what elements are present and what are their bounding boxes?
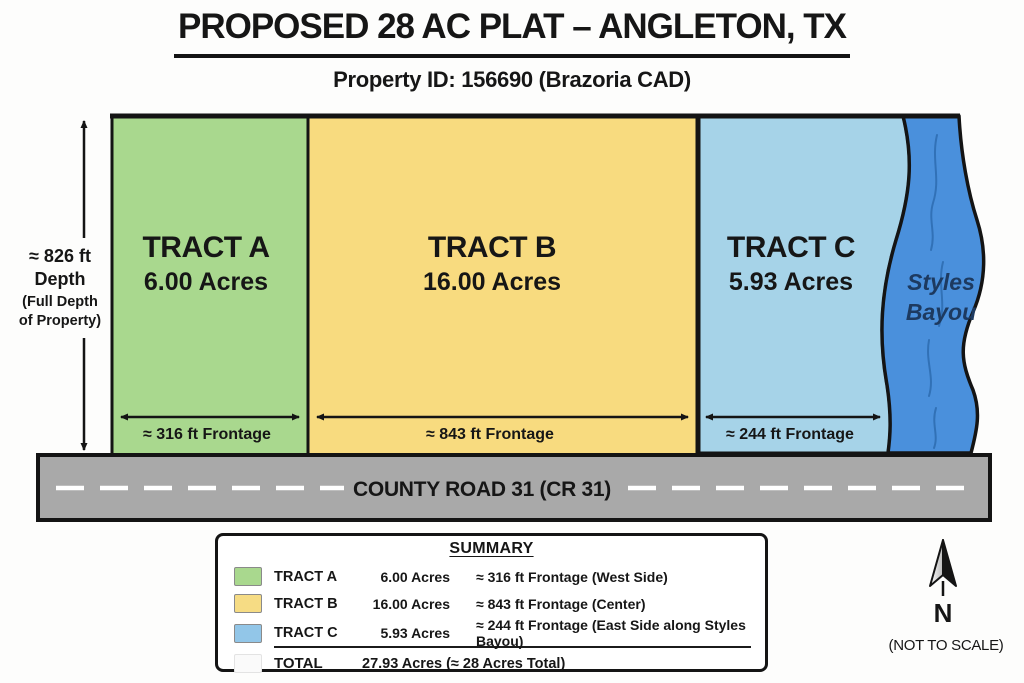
tract-c-acres: 5.93 Acres <box>728 268 854 296</box>
total-empty-swatch <box>234 654 262 673</box>
tract-b-frontage-label: ≈ 843 ft Frontage <box>426 426 554 443</box>
depth-value: ≈ 826 ft <box>29 246 91 266</box>
summary-tract-c-frontage: ≈ 244 ft Frontage (East Side along Styles Bayou) <box>476 617 746 649</box>
summary-tract-a-label: TRACT A <box>274 568 338 585</box>
summary-tract-a-acres: 6.00 Acres <box>380 568 450 585</box>
tract-c-color-swatch <box>234 624 262 643</box>
tract-c-name: TRACT C <box>726 231 856 264</box>
page-subtitle: Property ID: 156690 (Brazoria CAD) <box>333 67 691 92</box>
tract-b-name: TRACT B <box>427 231 557 264</box>
road-label: COUNTY ROAD 31 (CR 31) <box>353 478 611 501</box>
page-title: PROPOSED 28 AC PLAT – ANGLETON, TX <box>174 6 850 58</box>
header <box>0 6 1024 93</box>
tract-b-color-swatch <box>234 594 262 613</box>
summary-row-total <box>218 650 765 677</box>
summary-title: SUMMARY <box>449 540 534 557</box>
plat-drawing <box>0 100 1024 525</box>
summary-total-label: TOTAL <box>274 655 323 672</box>
depth-note-line1: (Full Depth <box>22 294 98 310</box>
north-label: N <box>933 598 953 628</box>
bayou-label-line2: Bayou <box>905 299 977 325</box>
summary-row-tract-c <box>218 617 765 649</box>
summary-tract-b-label: TRACT B <box>274 595 338 612</box>
tract-a-color-swatch <box>234 567 262 586</box>
summary-total-value: 27.93 Acres (≈ 28 Acres Total) <box>362 655 566 672</box>
summary-tract-b-frontage: ≈ 843 ft Frontage (Center) <box>476 595 646 612</box>
summary-tract-c-label: TRACT C <box>274 625 338 641</box>
tract-c-frontage-label: ≈ 244 ft Frontage <box>726 426 854 443</box>
tract-b-acres: 16.00 Acres <box>422 268 562 296</box>
bayou-label-line1: Styles <box>907 269 975 295</box>
tract-a-frontage-label: ≈ 316 ft Frontage <box>143 426 271 443</box>
depth-label: Depth <box>34 269 86 289</box>
summary-legend-box <box>215 533 768 672</box>
summary-row-tract-b <box>218 590 765 617</box>
tract-a-acres: 6.00 Acres <box>143 268 269 296</box>
tract-a-name: TRACT A <box>142 231 270 264</box>
north-arrow-icon <box>903 536 983 632</box>
not-to-scale-note: (NOT TO SCALE) <box>888 637 1004 654</box>
summary-tract-b-acres: 16.00 Acres <box>372 595 450 612</box>
depth-note-line2: of Property) <box>18 313 102 329</box>
summary-tract-a-frontage: ≈ 316 ft Frontage (West Side) <box>476 568 668 585</box>
depth-dimension <box>19 121 101 450</box>
summary-tract-c-acres: 5.93 Acres <box>380 625 450 641</box>
summary-row-tract-a <box>218 563 765 590</box>
